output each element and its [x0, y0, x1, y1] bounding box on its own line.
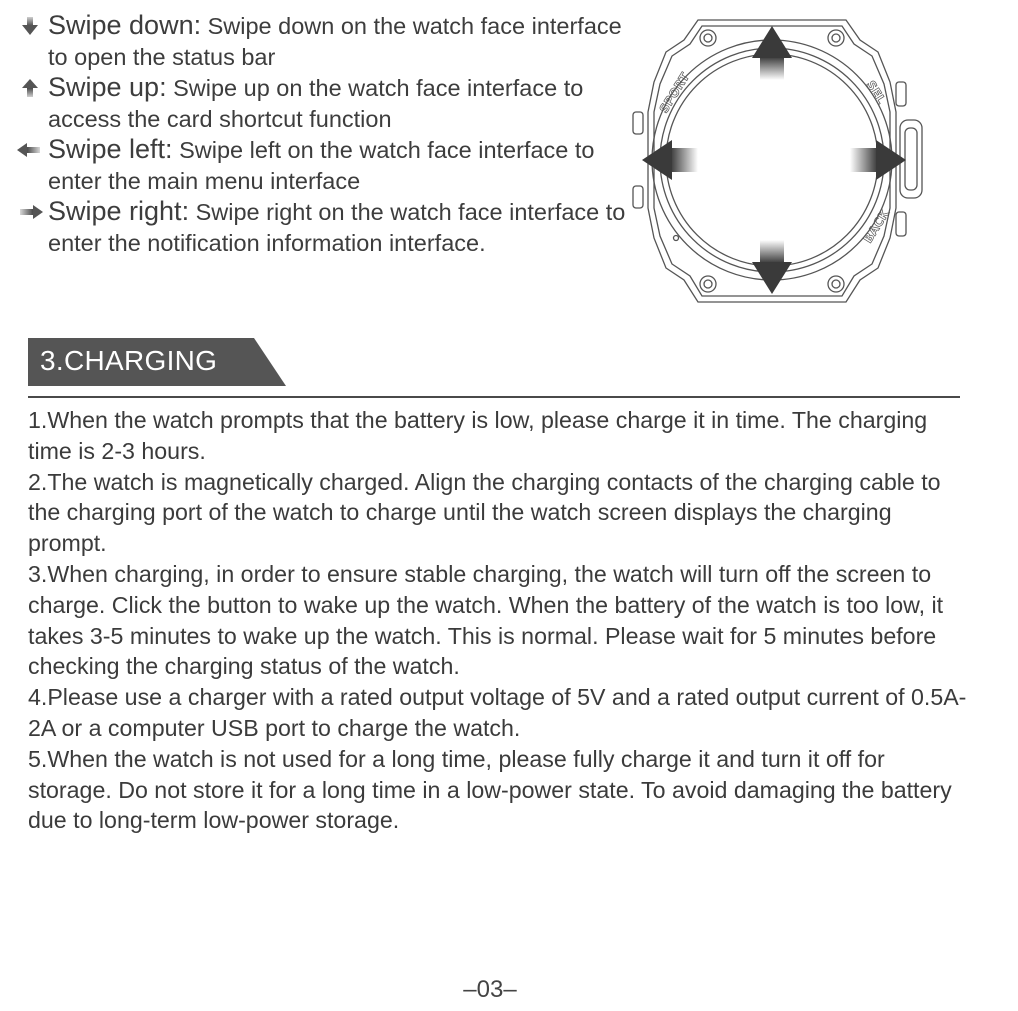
- instruction-paragraph: 2.The watch is magnetically charged. Align the charging contacts of the charging cable to the charging port of the watch to charge until the watch screen displays the charging prompt.: [28, 468, 941, 557]
- watch-label-sel: SEL: [863, 78, 889, 107]
- watch-arrow-up-icon: [752, 26, 792, 80]
- gesture-swipe-left: [18, 134, 628, 196]
- gesture-title: Swipe left:: [48, 134, 173, 164]
- gesture-swipe-down: [18, 10, 628, 72]
- charging-instructions: [28, 405, 968, 836]
- gesture-swipe-right: [18, 196, 628, 258]
- gesture-description: Swipe right on the watch face interface to enter the notification information interface.: [48, 199, 626, 256]
- gesture-title: Swipe down:: [48, 10, 202, 40]
- section-divider: [28, 396, 960, 398]
- gesture-title: Swipe up:: [48, 72, 167, 102]
- gesture-description: Swipe left on the watch face interface to enter the main menu interface: [48, 137, 595, 194]
- instruction-paragraph: 4.Please use a charger with a rated output voltage of 5V and a rated output current of 0.5A-2A or a computer USB port to charge the watch.: [28, 684, 967, 741]
- gesture-swipe-up: [18, 72, 628, 134]
- gesture-description: Swipe down on the watch face interface to open the status bar: [48, 13, 622, 70]
- arrow-up-icon: [18, 78, 44, 98]
- watch-arrow-right-icon: [850, 140, 906, 180]
- instruction-paragraph: 1.When the watch prompts that the battery is low, please charge it in time. The charging time is 2-3 hours.: [28, 407, 928, 464]
- arrow-down-icon: [18, 16, 44, 36]
- arrow-right-icon: [18, 202, 44, 222]
- gesture-list: [18, 10, 628, 258]
- watch-illustration: [628, 12, 924, 308]
- watch-arrow-down-icon: [752, 240, 792, 294]
- arrow-left-icon: [16, 140, 42, 160]
- gesture-title: Swipe right:: [48, 196, 190, 226]
- watch-arrow-left-icon: [642, 140, 698, 180]
- section-banner: [28, 338, 286, 386]
- section-title: 3.CHARGING: [40, 345, 218, 376]
- instruction-paragraph: 5.When the watch is not used for a long time, please fully charge it and turn it off for storage. Do not store it for a long time in a low-power state. To avoid damaging the battery due to long-term low-power storage.: [28, 745, 952, 834]
- watch-label-sport: SPORT: [656, 70, 693, 116]
- instruction-paragraph: 3.When charging, in order to ensure stable charging, the watch will turn off the screen to charge. Click the button to wake up the watch. When the battery of the watch is too low, it takes 3-5 minutes to wake up the watch. This is normal. Please wait for 5 minutes before checking the charging status of the watch.: [28, 560, 944, 680]
- watch-label-back: BACK: [860, 207, 892, 246]
- gesture-description: Swipe up on the watch face interface to access the card shortcut function: [48, 75, 584, 132]
- page-number: –03–: [463, 976, 517, 1003]
